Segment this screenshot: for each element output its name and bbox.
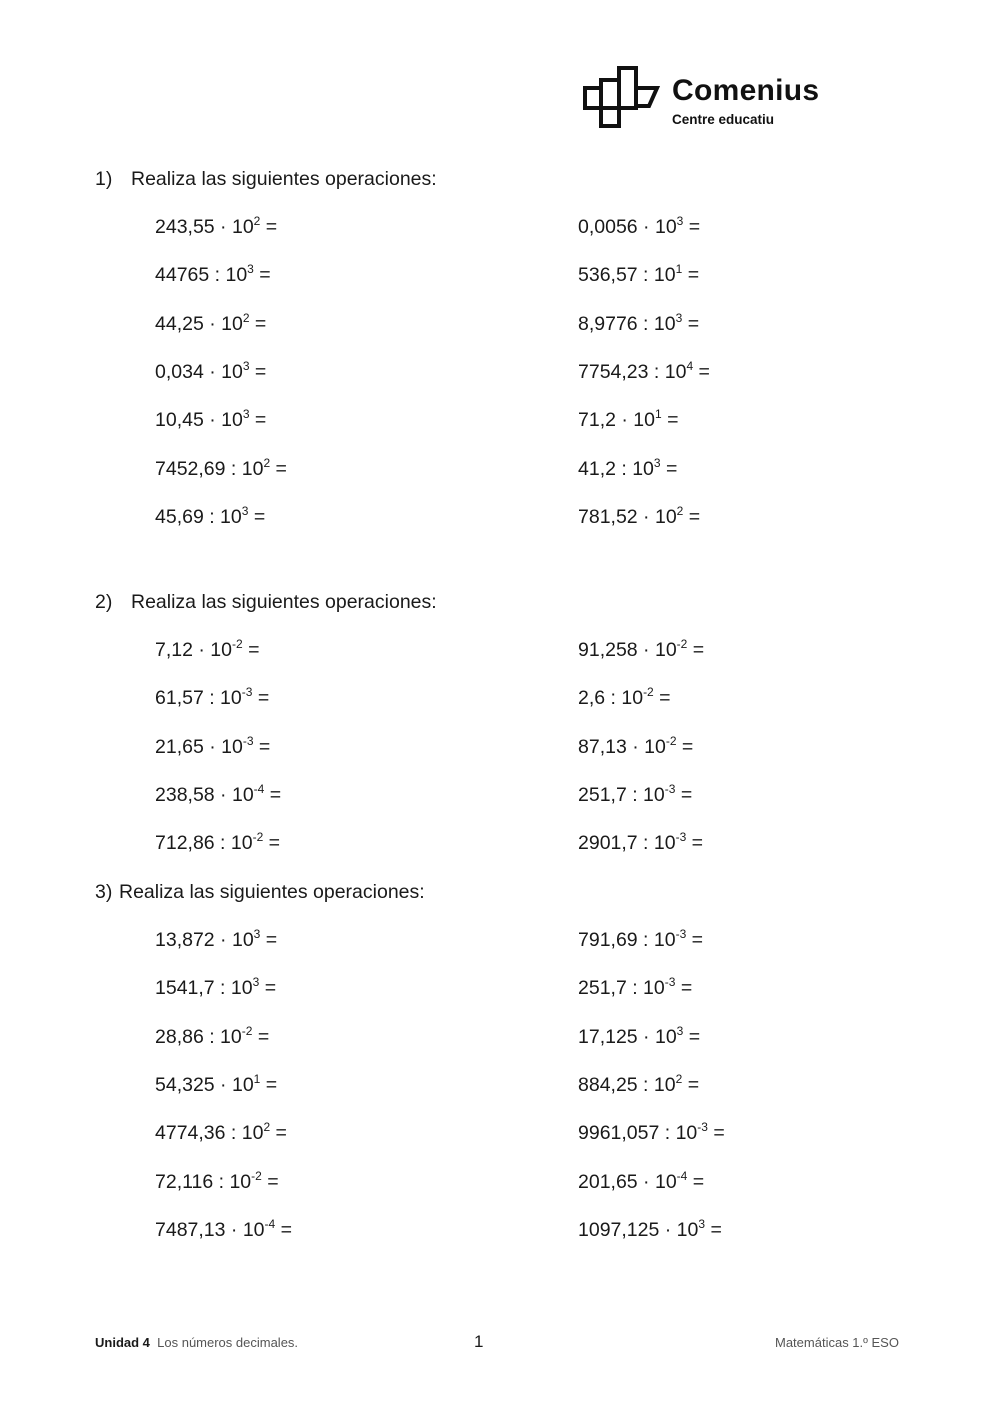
exercise-exponent: 3 — [247, 262, 254, 277]
exercise-exponent: 2 — [676, 503, 684, 518]
exercise-equals: = — [249, 312, 267, 335]
exercise-exponent: 3 — [698, 1216, 706, 1231]
exercise-exponent: -3 — [675, 927, 687, 941]
exercise-equals: = — [686, 832, 704, 855]
exercise-exponent: 2 — [263, 455, 271, 470]
exercise-equals: = — [252, 687, 270, 710]
exercise-item — [155, 929, 277, 952]
page-number: 1 — [474, 1332, 484, 1351]
exercise-exponent: -4 — [264, 1216, 276, 1231]
exercise-base: 17,125 · 10 — [578, 1025, 677, 1048]
exercise-exponent: 3 — [675, 310, 683, 325]
exercise-exponent: 3 — [242, 407, 250, 422]
exercise-item — [155, 264, 271, 287]
exercise-base: 87,13 · 10 — [578, 735, 666, 758]
exercise-base: 44765 : 10 — [155, 264, 248, 287]
comenius-logo-icon — [583, 66, 663, 130]
exercise-equals: = — [264, 783, 282, 806]
exercise-item — [155, 310, 267, 336]
exercise-equals: = — [270, 1122, 287, 1145]
exercise-equals: = — [260, 1073, 278, 1096]
exercise-base: 2901,7 : 10 — [578, 832, 676, 855]
exercise-item — [578, 781, 693, 807]
exercise-item — [578, 929, 703, 952]
exercise-exponent: -2 — [231, 637, 243, 651]
exercise-equals: = — [686, 929, 704, 951]
exercise-base: 7487,13 · 10 — [155, 1218, 265, 1241]
exercise-equals: = — [270, 457, 287, 480]
exercise-base: 72,116 : 10 — [155, 1170, 252, 1193]
exercise-equals: = — [705, 1218, 722, 1241]
exercise-exponent: -3 — [241, 685, 253, 700]
exercise-exponent: 3 — [242, 358, 250, 373]
exercise-equals: = — [707, 1122, 725, 1145]
exercise-base: 4774,36 : 10 — [155, 1122, 264, 1145]
exercise-base: 1541,7 : 10 — [155, 977, 253, 1000]
exercise-base: 0,034 · 10 — [155, 360, 243, 383]
exercise-exponent: 1 — [654, 407, 662, 422]
section-title-text: Realiza las siguientes operaciones: — [131, 591, 437, 613]
exercise-item — [578, 639, 704, 662]
exercise-equals: = — [683, 216, 701, 238]
exercise-item — [578, 733, 694, 759]
exercise-item — [578, 409, 678, 432]
exercise-exponent: 1 — [675, 262, 683, 277]
exercise-exponent: -4 — [676, 1168, 688, 1183]
exercise-item — [155, 733, 271, 759]
exercise-base: 7754,23 : 10 — [578, 360, 687, 383]
exercise-exponent: -3 — [242, 733, 254, 748]
exercise-equals: = — [253, 735, 271, 758]
exercise-base: 238,58 · 10 — [155, 783, 254, 806]
exercise-equals: = — [676, 735, 694, 758]
exercise-item — [578, 503, 701, 529]
exercise-exponent: -2 — [241, 1023, 253, 1038]
comenius-logo — [583, 66, 843, 130]
exercise-equals: = — [675, 783, 693, 806]
exercise-base: 21,65 · 10 — [155, 735, 243, 758]
exercise-exponent: 3 — [253, 927, 261, 941]
exercise-item — [155, 832, 280, 855]
exercise-equals: = — [682, 264, 700, 287]
exercise-item — [155, 1071, 278, 1097]
exercise-exponent: -3 — [697, 1120, 708, 1135]
exercise-item — [155, 1023, 270, 1049]
exercise-exponent: -3 — [664, 781, 676, 796]
exercise-equals: = — [653, 687, 671, 710]
exercise-equals: = — [252, 1025, 270, 1048]
exercise-exponent: -3 — [675, 830, 687, 845]
exercise-item — [155, 1216, 292, 1242]
exercise-exponent: -2 — [643, 685, 654, 700]
footer-unit — [95, 1335, 298, 1350]
exercise-item — [578, 1071, 700, 1097]
exercise-equals: = — [660, 457, 678, 480]
exercise-item — [155, 216, 277, 239]
exercise-item — [578, 832, 703, 855]
exercise-exponent: 3 — [676, 214, 684, 228]
exercise-exponent: 3 — [676, 1023, 684, 1038]
exercise-item — [155, 781, 282, 807]
exercise-equals: = — [259, 977, 277, 1000]
exercise-item — [155, 1122, 287, 1145]
exercise-exponent: 4 — [686, 358, 694, 373]
brand-subtitle: Centre educatiu — [672, 112, 775, 127]
exercise-base: 251,7 : 10 — [578, 977, 665, 1000]
exercise-equals: = — [687, 1170, 705, 1193]
exercise-base: 45,69 : 10 — [155, 505, 242, 528]
exercise-equals: = — [248, 505, 266, 528]
exercise-exponent: 3 — [653, 455, 661, 470]
section-title-text: Realiza las siguientes operaciones: — [119, 881, 425, 903]
exercise-exponent: 3 — [252, 975, 260, 990]
exercise-base: 61,57 : 10 — [155, 687, 242, 710]
exercise-item — [578, 1122, 725, 1145]
exercise-item — [578, 358, 710, 384]
exercise-base: 201,65 · 10 — [578, 1170, 677, 1193]
exercise-equals: = — [260, 929, 278, 951]
exercise-equals: = — [249, 409, 267, 432]
exercise-equals: = — [682, 312, 700, 335]
exercise-item — [155, 455, 287, 481]
exercise-equals: = — [683, 1025, 701, 1048]
exercise-item — [578, 1168, 705, 1194]
exercise-exponent: 2 — [263, 1120, 271, 1135]
exercise-base: 0,0056 · 10 — [578, 216, 677, 238]
exercise-item — [578, 687, 671, 710]
section-3-title — [95, 881, 425, 904]
exercise-base: 41,2 : 10 — [578, 457, 654, 480]
exercise-equals: = — [275, 1218, 292, 1241]
exercise-item — [155, 1168, 279, 1194]
exercise-item — [155, 358, 267, 384]
section-2-title — [95, 591, 437, 614]
exercise-equals: = — [682, 1073, 700, 1096]
exercise-base: 2,6 : 10 — [578, 687, 644, 710]
exercise-equals: = — [675, 977, 693, 1000]
exercise-exponent: 2 — [242, 310, 250, 325]
section-number: 1) — [95, 168, 113, 190]
exercise-item — [578, 264, 699, 287]
exercise-base: 8,9776 : 10 — [578, 312, 676, 335]
exercise-base: 791,69 : 10 — [578, 929, 676, 951]
exercise-base: 536,57 : 10 — [578, 264, 676, 287]
exercise-base: 1097,125 · 10 — [578, 1218, 699, 1241]
exercise-equals: = — [263, 832, 281, 855]
footer-subject: Matemáticas 1.º ESO — [775, 1335, 899, 1350]
exercise-item — [155, 977, 276, 1000]
footer-unit-title: Los números decimales. — [157, 1335, 299, 1350]
brand-name: Comenius — [672, 74, 820, 107]
exercise-item — [578, 455, 678, 481]
exercise-base: 91,258 · 10 — [578, 639, 677, 661]
exercise-exponent: 3 — [241, 503, 249, 518]
exercise-exponent: -2 — [665, 733, 677, 748]
exercise-base: 71,2 · 10 — [578, 409, 655, 432]
exercise-exponent: -3 — [664, 975, 676, 990]
exercise-item — [578, 310, 700, 336]
exercise-base: 251,7 : 10 — [578, 783, 665, 806]
exercise-item — [578, 977, 692, 1000]
exercise-item — [155, 503, 266, 529]
exercise-exponent: -2 — [252, 830, 264, 845]
exercise-base: 54,325 · 10 — [155, 1073, 254, 1096]
exercise-base: 243,55 · 10 — [155, 216, 254, 238]
exercise-exponent: 1 — [253, 1071, 261, 1086]
exercise-item — [578, 216, 700, 239]
footer-unit-label: Unidad 4 — [95, 1335, 150, 1350]
exercise-exponent: -4 — [253, 781, 265, 796]
exercise-base: 7,12 · 10 — [155, 639, 232, 661]
exercise-base: 712,86 : 10 — [155, 832, 253, 855]
exercise-base: 781,52 · 10 — [578, 505, 677, 528]
exercise-item — [578, 1023, 701, 1049]
exercise-exponent: -2 — [676, 637, 688, 651]
exercise-item — [155, 639, 259, 662]
exercise-base: 9961,057 : 10 — [578, 1122, 698, 1145]
exercise-base: 7452,69 : 10 — [155, 457, 264, 480]
exercise-equals: = — [260, 216, 278, 238]
exercise-base: 10,45 · 10 — [155, 409, 243, 432]
exercise-equals: = — [687, 639, 705, 661]
exercise-exponent: -2 — [251, 1168, 262, 1183]
section-title-text: Realiza las siguientes operaciones: — [131, 168, 437, 190]
exercise-equals: = — [249, 360, 267, 383]
section-1-title — [95, 168, 437, 191]
exercise-base: 44,25 · 10 — [155, 312, 243, 335]
exercise-exponent: 2 — [253, 214, 261, 228]
section-number: 2) — [95, 591, 113, 613]
exercise-equals: = — [693, 360, 710, 383]
exercise-equals: = — [242, 639, 260, 661]
section-number: 3) — [95, 881, 113, 903]
exercise-item — [578, 1216, 722, 1242]
exercise-equals: = — [253, 264, 271, 287]
exercise-equals: = — [683, 505, 701, 528]
exercise-base: 884,25 : 10 — [578, 1073, 676, 1096]
exercise-item — [155, 687, 269, 710]
exercise-exponent: 2 — [675, 1071, 683, 1086]
exercise-equals: = — [261, 1170, 279, 1193]
exercise-equals: = — [661, 409, 679, 432]
exercise-item — [155, 409, 266, 432]
exercise-base: 28,86 : 10 — [155, 1025, 242, 1048]
exercise-base: 13,872 · 10 — [155, 929, 254, 951]
